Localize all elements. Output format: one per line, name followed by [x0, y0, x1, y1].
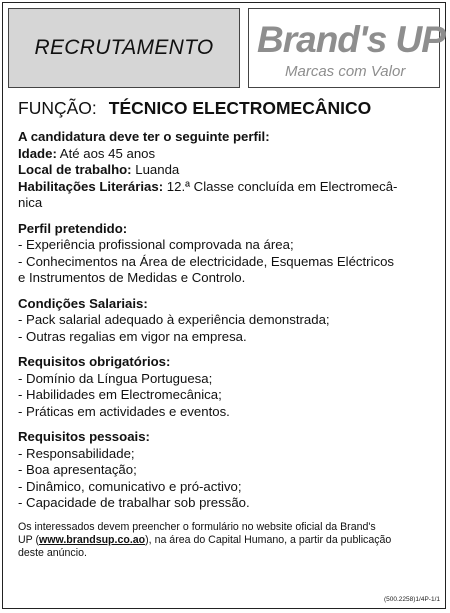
job-title	[18, 98, 436, 119]
recruitment-title: RECRUTAMENTO	[34, 36, 214, 59]
brand-logo: Brand's UP	[257, 19, 445, 60]
brand-tagline: Marcas com Valor	[285, 63, 406, 80]
age-value: Até aos 45 anos	[59, 145, 156, 161]
logo-box	[248, 8, 445, 88]
education-line-cont: nica	[18, 195, 43, 210]
section-mandatory	[18, 354, 436, 420]
list-item: - Capacidade de trabalhar sob pressão.	[18, 495, 250, 510]
ad-content	[18, 98, 436, 560]
section-desired-profile	[18, 221, 436, 287]
list-item: - Pack salarial adequado à experiência demonstrada;	[18, 312, 330, 327]
header	[8, 8, 445, 88]
job-title-value: TÉCNICO ELECTROMECÂNICO	[108, 98, 372, 118]
section-title: Perfil pretendido:	[18, 220, 128, 236]
age-line	[18, 146, 436, 163]
note-line	[18, 534, 436, 547]
job-title-label: FUNÇÃO:	[18, 98, 97, 118]
section-salary	[18, 296, 436, 346]
application-note	[18, 521, 436, 561]
education-line	[18, 179, 436, 196]
website-link[interactable]: www.brandsup.co.ao	[39, 533, 146, 546]
note-line: deste anúncio.	[18, 547, 87, 560]
ad-reference-code: (500.2258)1/4P-1/1	[383, 596, 440, 603]
location-label: Local de trabalho:	[18, 162, 132, 177]
list-item: - Domínio da Língua Portuguesa;	[18, 370, 213, 386]
section-title: Requisitos obrigatórios:	[18, 354, 171, 369]
section-title: Requisitos pessoais:	[18, 429, 150, 444]
age-label: Idade:	[18, 145, 57, 161]
list-item: - Práticas em actividades e eventos.	[18, 403, 230, 419]
list-item: - Habilidades em Electromecânica;	[18, 387, 222, 402]
note-line: Os interessados devem preencher o formulário no website oficial da Brand's	[18, 520, 376, 533]
list-item: - Outras regalias em vigor na empresa.	[18, 328, 247, 344]
section-title: Condições Salariais:	[18, 295, 148, 311]
list-item: - Dinâmico, comunicativo e pró-activo;	[18, 478, 242, 494]
list-item: - Responsabilidade;	[18, 445, 135, 461]
note-text: ), na área do Capital Humano, a partir da publicação	[145, 533, 392, 546]
location-value: Luanda	[135, 162, 180, 177]
location-line	[18, 162, 436, 179]
profile-intro: A candidatura deve ter o seguinte perfil:	[18, 129, 270, 144]
education-value: 12.ª Classe concluída em Electromecâ-	[166, 178, 398, 194]
list-item: - Experiência profissional comprovada na área;	[18, 237, 294, 252]
section-personal	[18, 429, 436, 512]
list-item: - Boa apresentação;	[18, 462, 137, 477]
list-item: - Conhecimentos na Área de electricidade, Esquemas Eléctricos	[18, 253, 395, 269]
list-item: e Instrumentos de Medidas e Controlo.	[18, 270, 246, 285]
note-text: UP (	[18, 533, 39, 546]
title-box	[8, 8, 240, 88]
education-label: Habilitações Literárias:	[18, 178, 164, 194]
